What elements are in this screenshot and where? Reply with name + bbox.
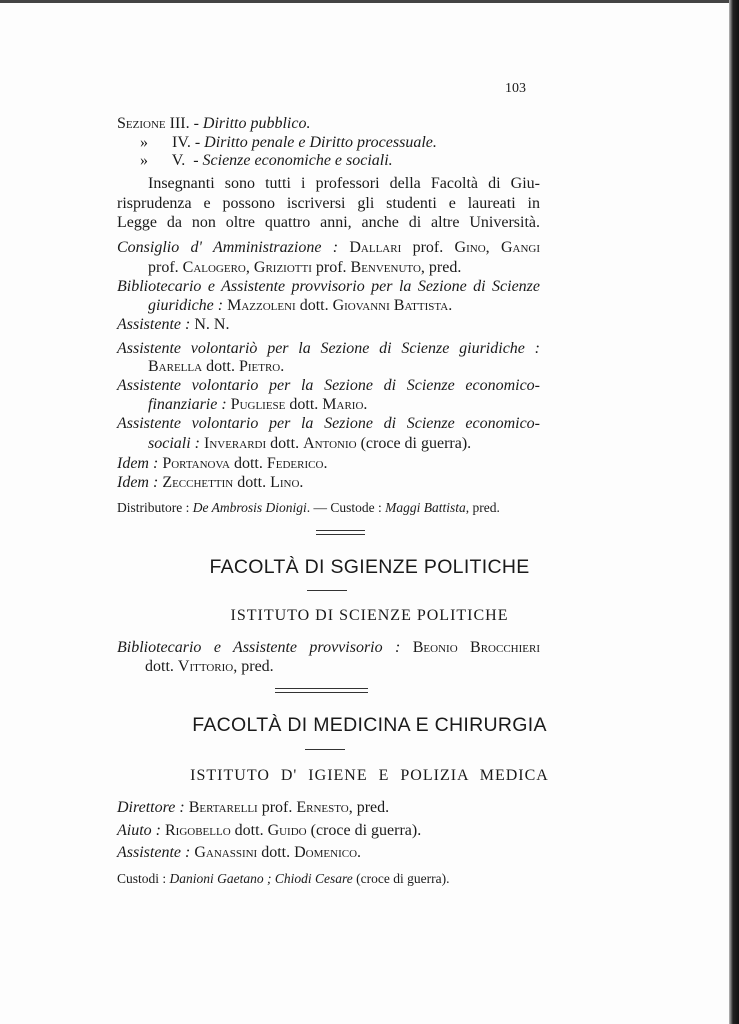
- page-number: 103: [505, 81, 526, 96]
- text-segment: dott.: [257, 844, 295, 861]
- text-segment: dott.: [266, 435, 304, 452]
- role-label: finanziarie :: [148, 396, 231, 413]
- text-segment: » IV. -: [140, 134, 205, 151]
- text-segment: .: [448, 297, 453, 314]
- person-name: Ernesto: [296, 799, 349, 816]
- role-label: sociali :: [148, 435, 204, 452]
- role-label: Idem :: [117, 474, 163, 491]
- role-label: Maggi Battista: [385, 500, 466, 515]
- role-label: Bibliotecario e Assistente provvisorio per la Sezione di Scienze: [117, 278, 540, 295]
- text-line: [117, 869, 449, 888]
- text-line: [117, 821, 421, 840]
- text-line: [148, 258, 461, 277]
- text-segment: (croce di guerra).: [356, 435, 472, 452]
- text-line: [117, 114, 310, 133]
- person-name: Beonio Brocchieri: [412, 639, 540, 656]
- text-line: [117, 339, 540, 358]
- person-name: Rigobello: [165, 822, 231, 839]
- institute-heading-hygiene: ISTITUTO D' IGIENE E POLIZIA MEDICA: [190, 767, 549, 784]
- text-segment: Custodi :: [117, 871, 170, 886]
- person-name: Pietro: [238, 358, 281, 375]
- text-line: [117, 194, 540, 213]
- role-label: Assistente :: [117, 316, 195, 333]
- faculty-heading-medicine: FACOLTÀ DI MEDICINA E CHIRURGIA: [192, 714, 547, 736]
- text-segment: (croce di guerra).: [306, 822, 422, 839]
- person-name: Griziotti: [253, 259, 312, 276]
- person-name: Ganassini: [194, 844, 258, 861]
- role-label: Assistente volontario per la Sezione di Scienze economico-: [117, 377, 540, 394]
- text-segment: (croce di guerra).: [352, 871, 450, 886]
- person-name: Bertarelli: [188, 799, 258, 816]
- text-line: [117, 277, 540, 296]
- text-line: [117, 798, 389, 817]
- person-name: Vittorio: [177, 658, 234, 675]
- text-line: [148, 434, 471, 453]
- person-name: Giovanni Battista: [332, 297, 449, 314]
- text-segment: , pred.: [348, 799, 390, 816]
- text-segment: ,: [245, 259, 254, 276]
- text-segment: prof.: [311, 259, 351, 276]
- scan-right-edge: [729, 0, 739, 1024]
- person-name: Sezione: [117, 115, 166, 132]
- person-name: Pugliese: [230, 396, 286, 413]
- role-label: De Ambrosis Dionigi: [192, 500, 307, 515]
- section-divider: [275, 688, 368, 693]
- text-segment: .: [357, 844, 362, 861]
- text-line: [117, 238, 540, 257]
- text-line: [117, 473, 303, 492]
- role-label: Diritto pubblico.: [202, 115, 311, 132]
- faculty-heading-political: FACOLTÀ DI SGIENZE POLITICHE: [209, 556, 530, 578]
- text-line: [148, 395, 367, 414]
- text-segment: . — Custode :: [306, 500, 386, 515]
- person-name: Barella: [148, 358, 203, 375]
- role-label: Bibliotecario e Assistente provvisorio :: [117, 639, 413, 656]
- text-segment: dott.: [202, 358, 239, 375]
- heading-rule: [305, 749, 345, 750]
- text-line: [148, 296, 452, 315]
- role-label: giuridiche :: [148, 297, 228, 314]
- person-name: Calogero: [182, 259, 246, 276]
- text-segment: dott.: [230, 822, 268, 839]
- heading-rule: [307, 590, 347, 591]
- role-label: Idem :: [117, 455, 163, 472]
- text-segment: dott.: [285, 396, 323, 413]
- role-label: Direttore :: [117, 799, 189, 816]
- person-name: Benvenuto: [350, 259, 421, 276]
- text-segment: Legge da non oltre quattro anni, anche di altre Università.: [117, 214, 540, 231]
- role-label: Aiuto :: [117, 822, 165, 839]
- text-line: [117, 414, 540, 433]
- text-line: [117, 213, 540, 232]
- role-label: Scienze economiche e sociali.: [202, 152, 393, 169]
- text-segment: .: [323, 455, 328, 472]
- section-divider: [316, 530, 365, 535]
- role-label: Diritto penale e Diritto processuale.: [204, 134, 437, 151]
- role-label: Assistente :: [117, 844, 195, 861]
- person-name: Zecchettin: [162, 474, 234, 491]
- text-segment: , pred.: [233, 658, 274, 675]
- person-name: Portanova: [162, 455, 230, 472]
- role-label: Assistente volontario per la Sezione di Scienze economico-: [117, 415, 540, 432]
- person-name: Guido: [267, 822, 307, 839]
- person-name: Lino: [270, 474, 300, 491]
- institute-heading-political: ISTITUTO DI SCIENZE POLITICHE: [230, 607, 509, 624]
- text-line: [117, 315, 229, 334]
- person-name: Federico: [266, 455, 324, 472]
- text-segment: Distributore :: [117, 500, 193, 515]
- text-line: [117, 498, 500, 517]
- text-line: [117, 638, 540, 657]
- text-segment: Insegnanti sono tutti i professori della Facoltà di Giu-: [148, 175, 540, 192]
- text-segment: ,: [485, 239, 501, 256]
- role-label: Danioni Gaetano ; Chiodi Cesare: [169, 871, 353, 886]
- role-label: Assistente volontariò per la Sezione di Scienze giuridiche :: [117, 340, 540, 357]
- text-line: [117, 454, 327, 473]
- text-segment: » V. -: [140, 152, 203, 169]
- text-segment: prof.: [257, 799, 297, 816]
- text-segment: .: [280, 358, 285, 375]
- text-segment: dott.: [145, 658, 178, 675]
- person-name: Antonio: [303, 435, 357, 452]
- text-segment: , pred.: [465, 500, 500, 515]
- text-line: [145, 657, 274, 676]
- text-line: [140, 151, 393, 170]
- text-segment: dott.: [233, 474, 271, 491]
- person-name: Gangi: [500, 239, 541, 256]
- person-name: Mazzoleni: [227, 297, 296, 314]
- text-line: [148, 174, 540, 193]
- person-name: Domenico: [294, 844, 358, 861]
- text-segment: risprudenza e possono iscriversi gli studenti e laureati in: [117, 195, 540, 212]
- text-segment: , pred.: [420, 259, 462, 276]
- text-segment: prof.: [148, 259, 183, 276]
- text-line: [140, 133, 437, 152]
- text-segment: dott.: [229, 455, 267, 472]
- text-segment: dott.: [295, 297, 333, 314]
- person-name: Mario: [322, 396, 364, 413]
- person-name: Dallari: [349, 239, 402, 256]
- scan-top-edge: [0, 0, 739, 3]
- text-segment: prof.: [401, 239, 455, 256]
- text-segment: .: [363, 396, 368, 413]
- text-line: [117, 843, 361, 862]
- person-name: Gino: [454, 239, 486, 256]
- text-segment: III. -: [165, 115, 203, 132]
- text-line: [148, 357, 284, 376]
- person-name: Inverardi: [204, 435, 267, 452]
- text-line: [117, 376, 540, 395]
- text-segment: .: [299, 474, 304, 491]
- text-segment: N. N.: [194, 316, 230, 333]
- role-label: Consiglio d' Amministrazione :: [117, 239, 350, 256]
